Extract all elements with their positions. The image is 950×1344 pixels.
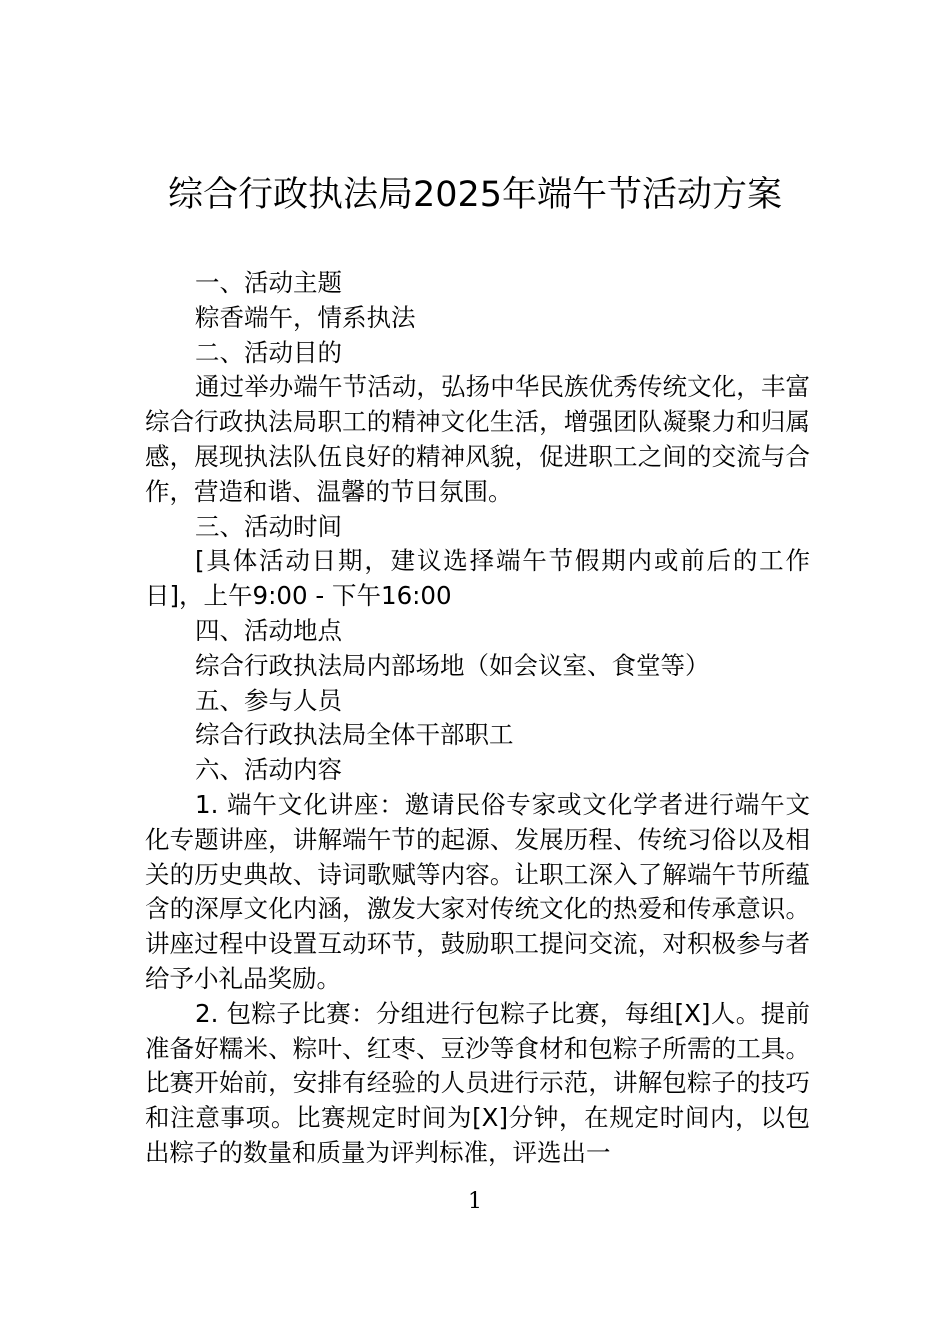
heading-content: 六、活动内容 xyxy=(195,755,342,785)
heading-location: 四、活动地点 xyxy=(195,615,342,645)
document-title: 综合行政执法局2025年端午节活动方案 xyxy=(167,175,783,215)
paragraph-location: 综合行政执法局内部场地（如会议室、食堂等） xyxy=(195,650,710,680)
paragraph-zongzi-contest: 2. 包粽子比赛：分组进行包粽子比赛，每组[X]人。提前准备好糯米、粽叶、红枣、豆沙等食材和包粽子所需的工具。比赛开始前，安排有经验的人员进行示范，讲解包粽子的技巧和注意事项。比赛规定时间为[X]分钟，在规定时间内，以包出粽子的数量和质量为评判标准，评选出一 xyxy=(145,998,810,1167)
document-body xyxy=(145,266,810,1171)
page-number: 1 xyxy=(468,1189,482,1214)
heading-time: 三、活动时间 xyxy=(195,511,342,541)
heading-theme: 一、活动主题 xyxy=(195,268,342,297)
paragraph-theme: 粽香端午，情系执法 xyxy=(195,302,416,332)
heading-participants: 五、参与人员 xyxy=(195,685,342,715)
paragraph-purpose: 通过举办端午节活动，弘扬中华民族优秀传统文化，丰富综合行政执法局职工的精神文化生活，增强团队凝聚力和归属感，展现执法队伍良好的精神风貌，促进职工之间的交流与合作，营造和谐、温馨的节日氛围。 xyxy=(145,372,810,506)
paragraph-time: [具体活动日期，建议选择端午节假期内或前后的工作日]，上午9:00 - 下午16:00 xyxy=(145,546,810,611)
paragraph-participants: 综合行政执法局全体干部职工 xyxy=(195,720,514,750)
heading-purpose: 二、活动目的 xyxy=(195,337,342,367)
paragraph-lecture: 1. 端午文化讲座：邀请民俗专家或文化学者进行端午文化专题讲座，讲解端午节的起源、发展历程、传统习俗以及相关的历史典故、诗词歌赋等内容。让职工深入了解端午节所蕴含的深厚文化内涵，激发大家对传统文化的热爱和传承意识。讲座过程中设置互动环节，鼓励职工提问交流，对积极参与者给予小礼品奖励。 xyxy=(145,789,810,993)
